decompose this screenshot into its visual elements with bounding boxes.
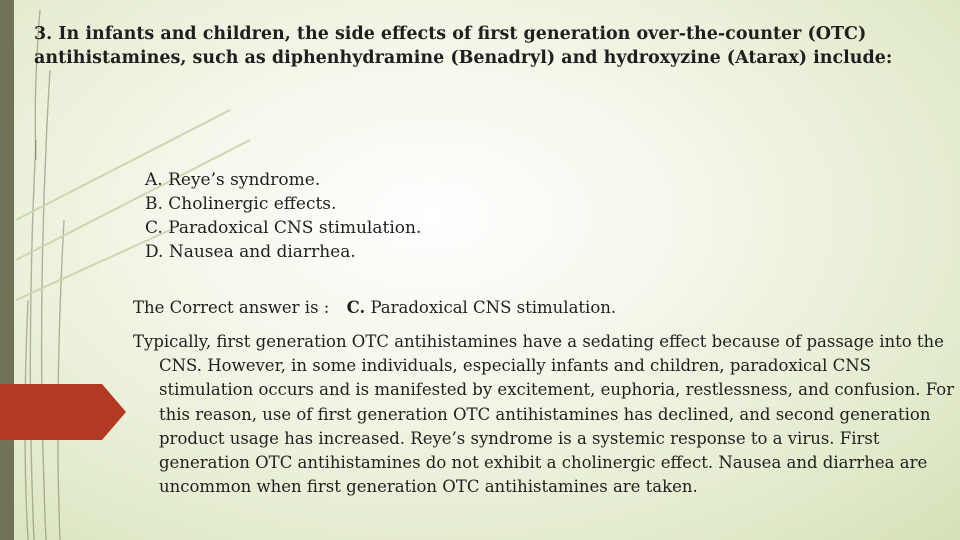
- question-text: 3. In infants and children, the side effects of first generation over-the-counter (OTC) antihistamines, such as diphenhydramine (Benadryl) and hydroxyzine (Atarax) include:: [34, 24, 893, 68]
- correct-answer-value: [347, 298, 617, 317]
- correct-answer-text: Paradoxical CNS stimulation.: [365, 298, 617, 317]
- option-d: D. Nausea and diarrhea.: [145, 242, 356, 262]
- option-c: C. Paradoxical CNS stimulation.: [145, 218, 422, 238]
- option-a: A. Reye’s syndrome.: [145, 170, 321, 190]
- explanation-text: Typically, first generation OTC antihistamines have a sedating effect because of passage into the CNS. However, in some individuals, especially infants and children, paradoxical CNS stimulation occurs and is manifested by excitement, euphoria, restlessness, and confusion. For this reason, use of first generation OTC antihistamines has declined, and second generation product usage has increased. Reye’s syndrome is a systemic response to a virus. First generation OTC antihistamines do not exhibit a cholinergic effect. Nausea and diarrhea are uncommon when first generation OTC antihistamines are taken.: [133, 332, 955, 497]
- correct-answer: [133, 296, 616, 320]
- answer-options: [145, 168, 421, 264]
- correct-answer-letter: C.: [346, 298, 366, 317]
- option-b: B. Cholinergic effects.: [145, 194, 337, 214]
- red-arrow-shape: [0, 384, 126, 440]
- correct-answer-label: The Correct answer is :: [133, 298, 330, 317]
